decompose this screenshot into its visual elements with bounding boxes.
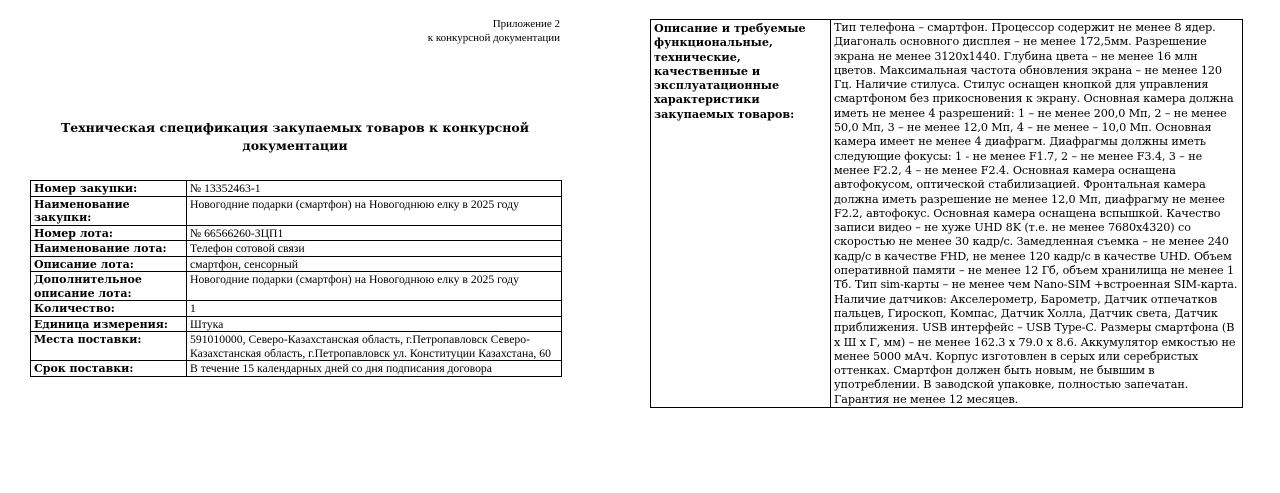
document-page-right: [640, 0, 1280, 493]
row-label: Номер лота:: [31, 225, 187, 241]
row-label: Наименование лота:: [31, 241, 187, 257]
document-page-left: [0, 0, 600, 493]
requirements-text: Тип телефона – смартфон. Процессор содержит не менее 8 ядер. Диагональ основного дисплея – не менее 172,5мм. Разрешение экрана не менее 3120х1440. Глубина цвета – не менее 16 млн цветов. Максимальная частота обновления экрана – не менее 120 Гц. Наличие стилуса. Стилус оснащен кнопкой для управления смартфоном без прикосновения к экрану. Основная камера должна иметь не менее 4 разрешений: 1 – не менее 200,0 Мп, 2 – не менее 50,0 Мп, 3 – не менее 12,0 Мп, 4 – не менее – 10,0 Мп. Основная камера имеет не менее 4 диафрагм. Диафрагмы должны иметь следующие фокусы: 1 - не менее F1.7, 2 – не менее F3.4, 3 – не менее F2.2, 4 – не менее F2.4. Основная камера оснащена автофокусом, оптической стабилизацией. Фронтальная камера должна иметь разрешение не менее 12,0 Мп, диафрагму не менее F2.2, автофокус. Основная камера оснащена вспышкой. Качество записи видео – не хуже UHD 8K (т.е. не менее 7680x4320) со скоростью не менее 30 кадр/с. Замедленная съемка – не менее 240 кадр/с в качестве FHD, не менее 120 кадр/с в качестве UHD. Объем оперативной памяти – не менее 12 Гб, объем хранилища не менее 1 Тб. Тип sim-карты – не менее чем Nano-SIM +встроенная SIM-карта. Наличие датчиков: Акселерометр, Барометр, Датчик отпечатков пальцев, Гироскоп, Компас, Датчик Холла, Датчик света, Датчик приближения. USB интерфейс – USB Type-C. Размеры смартфона (В х Ш х Г, мм) – не менее 162.3 x 79.0 x 8.6. Аккумулятор емкостью не менее 5000 мАч. Корпус изготовлен в серых или серебристых оттенках. Смартфон должен быть новым, не бывшим в употреблении. В заводской упаковке, полностью запечатан. Гарантия не менее 12 месяцев.: [831, 20, 1243, 408]
table-row: [31, 181, 562, 197]
document-title: Техническая спецификация закупаемых товаров к конкурсной документации: [60, 120, 530, 153]
row-label: Номер закупки:: [31, 181, 187, 197]
row-value: Новогодние подарки (смартфон) на Новогоднюю елку в 2025 году: [187, 272, 562, 301]
procurement-details-table: [30, 180, 562, 377]
row-label: Места поставки:: [31, 332, 187, 361]
appendix-line-1: Приложение 2: [492, 18, 560, 30]
row-value: смартфон, сенсорный: [187, 256, 562, 272]
row-label: Наименование закупки:: [31, 196, 187, 225]
table-row: [31, 272, 562, 301]
table-row: [31, 241, 562, 257]
row-value: 1: [187, 301, 562, 317]
table-row: [31, 332, 562, 361]
requirements-label: Описание и требуемые функциональные, технические, качественные и эксплуатационные характеристики закупаемых товаров:: [651, 20, 831, 408]
table-row: [31, 316, 562, 332]
row-label: Дополнительное описание лота:: [31, 272, 187, 301]
row-value: Штука: [187, 316, 562, 332]
row-label: Единица измерения:: [31, 316, 187, 332]
row-value: Новогодние подарки (смартфон) на Новогоднюю елку в 2025 году: [187, 196, 562, 225]
row-label: Срок поставки:: [31, 361, 187, 377]
row-value: Телефон сотовой связи: [187, 241, 562, 257]
table-row: [31, 361, 562, 377]
table-row: [31, 256, 562, 272]
table-row: [31, 301, 562, 317]
row-label: Описание лота:: [31, 256, 187, 272]
appendix-line-2: к конкурсной документации: [427, 32, 560, 44]
row-value: № 66566260-ЗЦП1: [187, 225, 562, 241]
row-value: В течение 15 календарных дней со дня подписания договора: [187, 361, 562, 377]
row-value: № 13352463-1: [187, 181, 562, 197]
requirements-table: [650, 19, 1243, 408]
table-row: [31, 196, 562, 225]
table-row: [651, 20, 1243, 408]
row-label: Количество:: [31, 301, 187, 317]
appendix-note: [428, 17, 560, 45]
table-row: [31, 225, 562, 241]
row-value: 591010000, Северо-Казахстанская область, г.Петропавловск Северо-Казахстанская область, г.Петропавловск ул. Конституции Казахстана, 60: [187, 332, 562, 361]
